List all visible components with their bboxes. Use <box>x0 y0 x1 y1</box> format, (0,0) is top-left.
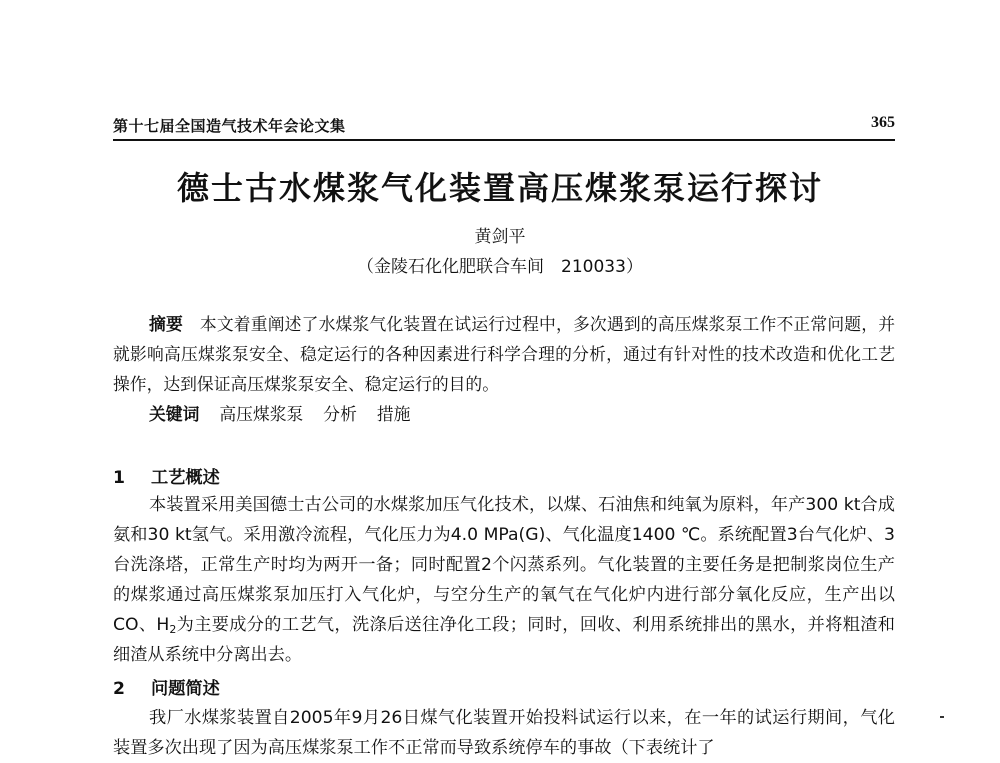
section-body <box>113 490 895 670</box>
author-name: 黄剑平 <box>474 227 526 247</box>
section-title: 工艺概述 <box>151 468 220 488</box>
keyword-item: 高压煤浆泵 <box>219 404 304 424</box>
keyword-item: 分析 <box>323 404 357 424</box>
proceedings-title: 第十七届全国造气技术年会论文集 <box>113 117 346 135</box>
abstract <box>113 309 895 399</box>
section-number: 2 <box>113 679 125 699</box>
paper-title: 德士古水煤浆气化装置高压煤浆泵运行探讨 <box>176 169 823 207</box>
body-text: 为主要成分的工艺气，洗涤后送往净化工段；同时，回收、利用系统排出的黑水，并将粗渣和细渣从系统中分离出去。 <box>113 615 895 665</box>
keywords-label: 关键词 <box>149 404 200 424</box>
keyword-item: 措施 <box>376 404 411 424</box>
author-affiliation: （金陵石化化肥联合车间 210033） <box>357 257 643 277</box>
running-header <box>113 113 895 141</box>
body-text: 我厂水煤浆装置自2005年9月26日煤气化装置开始投料试运行以来，在一年的试运行期间，气化装置多次出现了因为高压煤浆泵工作不正常而导致系统停车的事故（下表统计了 <box>113 708 895 758</box>
section-heading <box>113 463 220 488</box>
page-number: 365 <box>871 114 895 131</box>
section-number: 1 <box>113 468 125 488</box>
body-text: 本装置采用美国德士古公司的水煤浆加压气化技术，以煤、石油焦和纯氧为原料，年产300 kt合成氨和30 kt氢气。采用激冷流程，气化压力为4.0 MPa(G)、气化温度1400 ℃。系统配置3台气化炉、3台洗涤塔，正常生产时均为两开一备；同时配置2个闪蒸系列。气化装置的主要任务是把制浆岗位生产的煤浆通过高压煤浆泵加压打入气化炉，与空分生产的氧气在气化炉内进行部分氧化反应，生产出以CO、H <box>113 495 895 635</box>
section-heading <box>113 674 220 699</box>
abstract-text: 本文着重阐述了水煤浆气化装置在试运行过程中，多次遇到的高压煤浆泵工作不正常问题，并就影响高压煤浆泵安全、稳定运行的各种因素进行科学合理的分析，通过有针对性的技术改造和优化工艺操作，达到保证高压煤浆泵安全、稳定运行的目的。 <box>113 314 895 394</box>
abstract-label: 摘要 <box>149 314 183 334</box>
subscript: 2 <box>169 623 177 636</box>
keywords <box>149 401 410 425</box>
scan-mark <box>940 716 944 718</box>
section-body <box>113 703 895 763</box>
section-title: 问题简述 <box>151 679 220 699</box>
